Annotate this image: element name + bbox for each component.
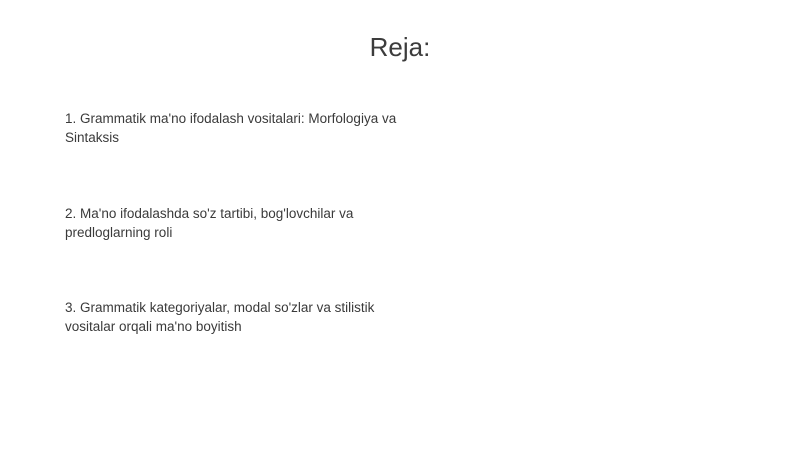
- plan-item-2: 2. Ma'no ifodalashda so'z tartibi, bog'lovchilar va predloglarning roli: [65, 206, 354, 240]
- plan-item-3: 3. Grammatik kategoriyalar, modal so'zlar va stilistik vositalar orqali ma'no boyitish: [65, 300, 375, 334]
- slide-title: Reja:: [369, 32, 431, 62]
- plan-item-1: 1. Grammatik ma'no ifodalash vositalari: Morfologiya va Sintaksis: [65, 111, 397, 145]
